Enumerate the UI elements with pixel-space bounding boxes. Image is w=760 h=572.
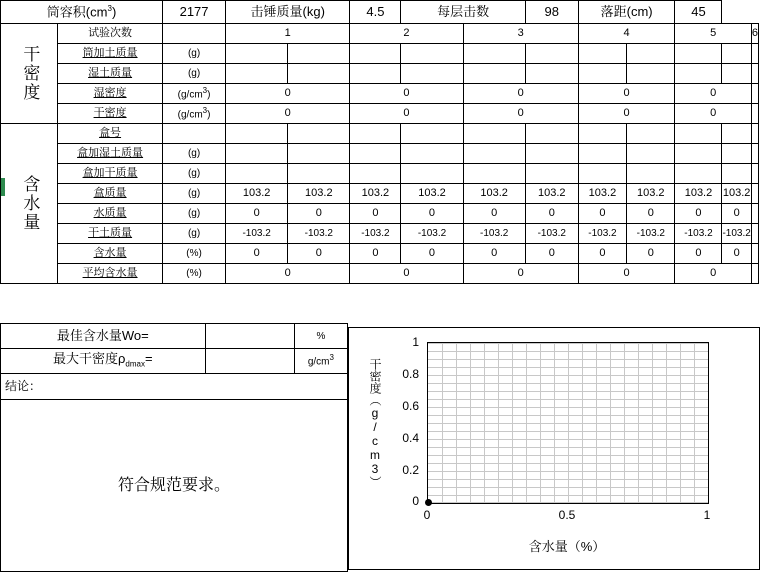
row-label: 干土质量 [58,224,163,244]
cell[interactable] [525,44,578,64]
conclusion-label-row [1,374,348,400]
cell[interactable]: -103.2 [463,224,525,244]
cell[interactable]: 0 [401,204,463,224]
gridline-v [442,343,443,503]
chart-plot-area [427,342,709,504]
row-label: 含水量 [58,244,163,264]
table-row [1,64,759,84]
optimum-water-row [1,324,348,349]
cell[interactable] [578,44,626,64]
cell[interactable] [578,64,626,84]
drop-unit: cm [630,3,649,19]
cell[interactable] [288,44,350,64]
cell[interactable]: 0 [722,204,751,224]
row-unit: (g) [163,164,226,184]
drop-label: 落距(cm) [578,1,675,24]
hammer-label: 击锤质量(kg) [226,1,350,24]
y-axis-title-text: 干密度（g/cm3） [368,358,382,488]
table-row [1,164,759,184]
cell[interactable] [463,144,525,164]
cell[interactable] [226,164,288,184]
row-unit: (g) [163,44,226,64]
cell[interactable] [288,144,350,164]
table-row [1,44,759,64]
cell[interactable]: -103.2 [578,224,626,244]
section-water-content [1,124,58,284]
cell[interactable]: 103.2 [627,184,675,204]
max-dry-density-label-eq: = [144,351,153,367]
cell[interactable] [722,44,751,64]
cell[interactable] [675,44,722,64]
cell[interactable]: 0 [463,264,578,284]
gridline-v [596,343,597,503]
gridline-v [470,343,471,503]
y-tick-label: 0.2 [402,463,419,477]
row-label: 盒加湿土质量 [58,144,163,164]
test-number-6: 6 [751,24,758,44]
cell[interactable] [722,64,751,84]
cell[interactable]: 0 [722,244,751,264]
table-row [1,264,759,284]
cell[interactable]: -103.2 [288,224,350,244]
x-axis-title: 含水量（%） [528,539,606,554]
cell[interactable]: 103.2 [722,184,751,204]
row-label: 湿土质量 [58,64,163,84]
table-row [1,84,759,104]
cell[interactable] [226,64,288,84]
test-number-4: 4 [578,24,675,44]
row-unit: $(g/cm^3)$ [163,84,226,104]
cell[interactable]: 0 [675,204,722,224]
max-dry-density-value[interactable] [205,349,294,374]
cell[interactable] [288,124,350,144]
cell[interactable] [751,144,758,164]
gridline-v [666,343,667,503]
conclusion-label: 结论： [1,374,348,400]
max-dry-density-unit-sup: 3 [329,353,334,363]
volume-label-text: 筒容积 [46,4,86,20]
cell[interactable] [463,164,525,184]
cell[interactable]: -103.2 [350,224,401,244]
row-unit: $(g/cm^3)$ [163,104,226,124]
test-no-label: 试验次数 [58,24,163,44]
table-row [1,144,759,164]
y-tick-label: 0 [412,494,419,508]
cell[interactable]: 0 [627,204,675,224]
cell[interactable] [675,64,722,84]
cell[interactable] [751,224,758,244]
cell[interactable] [401,144,463,164]
cell[interactable] [627,44,675,64]
data-point [425,499,432,506]
gridline-v [498,343,499,503]
cell[interactable]: 0 [226,104,350,124]
x-tick-label: 1 [703,508,711,522]
cell[interactable] [226,144,288,164]
table-row [1,224,759,244]
max-dry-density-label [1,349,206,374]
row-label: 水质量 [58,204,163,224]
cell[interactable] [350,164,401,184]
summary-table [0,323,348,572]
cell[interactable] [675,164,722,184]
cell[interactable] [675,144,722,164]
cell[interactable]: 103.2 [578,184,626,204]
row-unit: (g) [163,184,226,204]
table-row [1,204,759,224]
cell[interactable] [463,124,525,144]
cell[interactable]: 103.2 [401,184,463,204]
cell[interactable] [350,144,401,164]
y-tick-label: 1 [412,335,419,349]
volume-value[interactable]: 2177 [163,1,226,24]
row-label: 干密度 [58,104,163,124]
cell[interactable]: -103.2 [722,224,751,244]
cell[interactable] [722,144,751,164]
optimum-water-value[interactable] [205,324,294,349]
cell[interactable] [751,244,758,264]
cell[interactable] [401,44,463,64]
row-label: 平均含水量 [58,264,163,284]
cell[interactable] [751,64,758,84]
cell[interactable] [463,64,525,84]
test-number-2: 2 [350,24,463,44]
cell[interactable] [401,64,463,84]
cell[interactable] [401,124,463,144]
cell[interactable]: 0 [675,244,722,264]
max-dry-density-unit-text: g/cm [307,356,330,368]
cell[interactable]: 0 [350,104,463,124]
y-tick-label: 0.4 [402,431,419,445]
max-dry-density-unit [294,349,347,374]
row-unit: (g) [163,204,226,224]
cell[interactable]: 0 [288,244,350,264]
cell[interactable]: 0 [578,204,626,224]
row-label: 盒质量 [58,184,163,204]
table-row [1,184,759,204]
cell[interactable] [578,164,626,184]
gridline-v [694,343,695,503]
drop-label-text: 落距 [600,3,627,19]
cell[interactable] [226,44,288,64]
gridline-v [652,343,653,503]
table-row [1,244,759,264]
test-number-row [1,24,759,44]
unit-col-header [163,24,226,44]
cell[interactable] [627,144,675,164]
optimum-water-label: 最佳含水量Wo= [1,324,206,349]
conclusion-text[interactable]: 符合规范要求。 [1,400,348,572]
volume-unit-sup: 3 [107,3,112,13]
row-unit: (%) [163,244,226,264]
cell[interactable] [751,124,758,144]
cell[interactable]: 0 [288,204,350,224]
cell[interactable] [463,44,525,64]
gridline-v [568,343,569,503]
cell[interactable]: 103.2 [288,184,350,204]
cell[interactable]: 103.2 [463,184,525,204]
cell[interactable] [722,124,751,144]
cell[interactable] [627,64,675,84]
optimum-water-unit: % [294,324,347,349]
section-dry-density-label: 干密度 [20,45,40,102]
cell[interactable]: 0 [226,244,288,264]
cell[interactable]: 0 [675,84,751,104]
max-dry-density-label-text: 最大干密度ρ [53,351,126,367]
cell[interactable] [226,124,288,144]
test-number-1: 1 [226,24,350,44]
cell[interactable] [751,264,758,284]
cell[interactable]: 0 [226,204,288,224]
gridline-v [680,343,681,503]
test-number-5: 5 [675,24,751,44]
cell[interactable]: 0 [627,244,675,264]
gridline-v [610,343,611,503]
cell[interactable] [350,124,401,144]
cell[interactable]: 0 [675,104,751,124]
cell[interactable] [578,124,626,144]
hammer-unit: kg [306,3,321,19]
gridline-v [624,343,625,503]
volume-label: 筒容积$(cm^3)$ [1,1,163,24]
hammer-label-text: 击锤质量 [250,3,303,19]
cell[interactable] [751,84,758,104]
gridline-v [512,343,513,503]
blows-label: 每层击数 [401,1,525,24]
cell[interactable] [525,64,578,84]
cell[interactable] [751,104,758,124]
cell[interactable]: 0 [525,204,578,224]
cell[interactable] [722,164,751,184]
cell[interactable] [751,44,758,64]
data-table [0,0,759,284]
cell[interactable] [627,164,675,184]
cell[interactable]: 0 [578,264,675,284]
cell[interactable] [525,164,578,184]
gridline-v [484,343,485,503]
cell[interactable]: -103.2 [627,224,675,244]
row-unit [163,124,226,144]
cell[interactable]: 0 [226,264,350,284]
cell[interactable]: -103.2 [226,224,288,244]
cell[interactable]: 0 [226,84,350,104]
cell[interactable]: 0 [525,244,578,264]
row-label: 盒号 [58,124,163,144]
compaction-curve-chart [348,327,760,570]
x-tick-label: 0.5 [558,508,576,522]
y-tick-label: 0.8 [402,367,419,381]
cell[interactable]: 0 [463,84,578,104]
cell[interactable]: 0 [578,244,626,264]
cell[interactable] [525,144,578,164]
gridline-v [456,343,457,503]
cell[interactable] [350,44,401,64]
cell[interactable]: 103.2 [226,184,288,204]
cell[interactable] [751,184,758,204]
blows-value[interactable]: 98 [525,1,578,24]
cell[interactable]: -103.2 [401,224,463,244]
volume-unit: cm [90,4,108,20]
row-label: 盒加干质量 [58,164,163,184]
section-dry-density [1,24,58,124]
cell[interactable] [578,144,626,164]
cell[interactable]: 0 [350,84,463,104]
cell[interactable] [401,164,463,184]
cell[interactable] [525,124,578,144]
cell[interactable]: 0 [401,244,463,264]
cell[interactable]: 0 [350,204,401,224]
x-tick-label: 0 [423,508,431,522]
y-tick-label: 0.6 [402,399,419,413]
header-row [1,1,759,24]
conclusion-text-row [1,400,348,572]
row-label: 湿密度 [58,84,163,104]
cell[interactable]: 0 [350,264,463,284]
section-water-content-label: 含水量 [20,175,40,232]
cell[interactable]: 0 [463,104,578,124]
cell[interactable]: 0 [578,84,675,104]
gridline-v [582,343,583,503]
cell[interactable] [751,204,758,224]
table-row [1,104,759,124]
cell[interactable] [675,124,722,144]
row-unit: (g) [163,64,226,84]
cell[interactable] [350,64,401,84]
cell[interactable] [288,64,350,84]
max-dry-density-label-sub: dmax [125,359,145,369]
cell[interactable]: 103.2 [350,184,401,204]
cell[interactable]: 0 [463,244,525,264]
cell[interactable]: 103.2 [525,184,578,204]
row-unit: (g) [163,224,226,244]
row-label: 筒加土质量 [58,44,163,64]
table-row [1,124,759,144]
gridline-v [638,343,639,503]
cell[interactable] [288,164,350,184]
max-dry-density-row [1,349,348,374]
cell[interactable] [751,164,758,184]
cell[interactable]: -103.2 [675,224,722,244]
gridline-v [540,343,541,503]
cell[interactable]: 0 [578,104,675,124]
y-axis-title [367,358,387,488]
cell[interactable]: 0 [463,204,525,224]
cell[interactable]: 103.2 [675,184,722,204]
cell[interactable]: 0 [675,264,751,284]
row-unit: (g) [163,144,226,164]
row-unit: (%) [163,264,226,284]
cell[interactable] [627,124,675,144]
gridline-v [554,343,555,503]
cell[interactable]: 0 [350,244,401,264]
hammer-value[interactable]: 4.5 [350,1,401,24]
cell[interactable]: -103.2 [525,224,578,244]
test-number-3: 3 [463,24,578,44]
drop-value[interactable]: 45 [675,1,722,24]
gridline-v [526,343,527,503]
